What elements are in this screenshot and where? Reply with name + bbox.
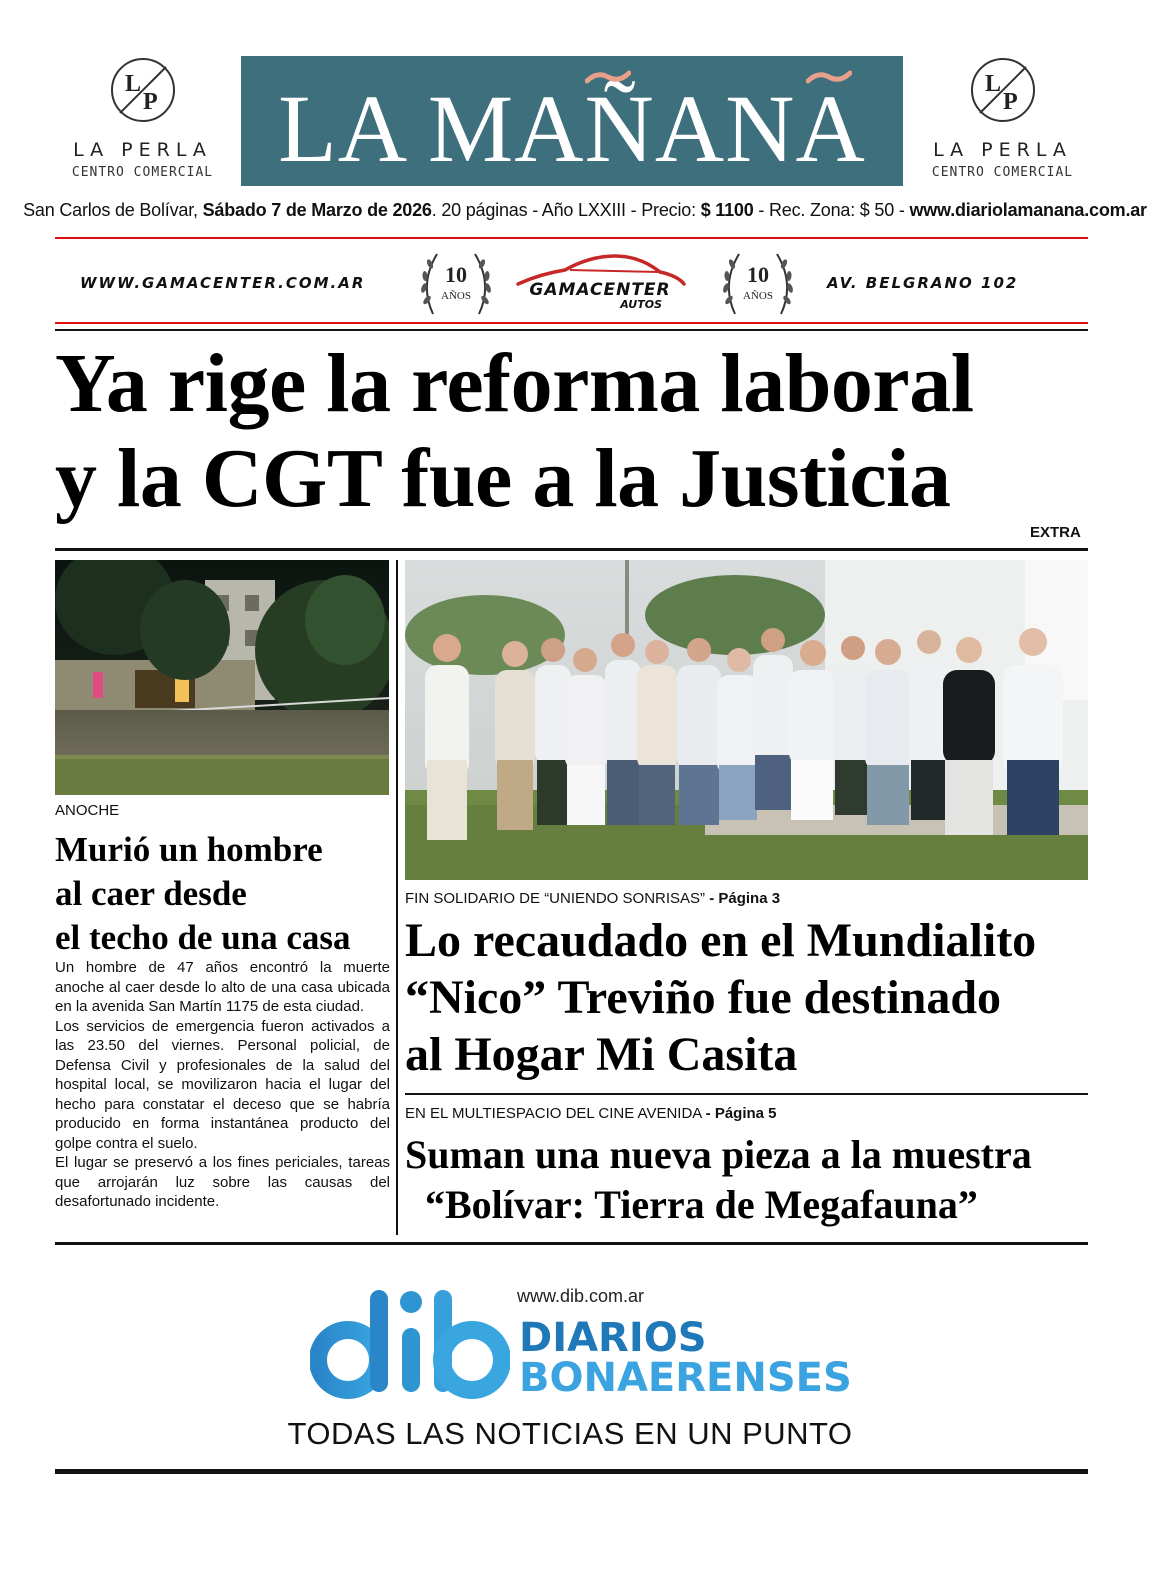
la-perla-subtitle: CENTRO COMERCIAL (71, 165, 214, 180)
dib-logo-icon (310, 1280, 510, 1400)
divider-red (55, 237, 1088, 239)
story-headline-line2: “Bolívar: Tierra de Megafauna” (425, 1182, 978, 1227)
dateline (0, 200, 1170, 221)
la-perla-ad-right[interactable] (915, 55, 1090, 180)
svg-text:10: 10 (445, 262, 467, 287)
laurel-badge-icon (717, 244, 799, 322)
story-headline-line1: Murió un hombre (55, 830, 323, 869)
gamacenter-sub: AUTOS (620, 298, 662, 311)
extra-tag: EXTRA (1030, 524, 1081, 541)
main-headline[interactable] (55, 336, 1088, 526)
column-divider (396, 560, 398, 1235)
dateline-rec: - Rec. Zona: $ 50 - (758, 200, 905, 220)
page-reference[interactable]: - Página 5 (705, 1105, 777, 1122)
dib-ad[interactable] (310, 1280, 870, 1405)
divider (55, 1242, 1088, 1245)
story-headline-line1: Lo recaudado en el Mundialito (405, 914, 1037, 967)
gamacenter-address: AV. BELGRANO 102 (827, 274, 1019, 292)
divider (55, 329, 1088, 331)
story-kicker: EN EL MULTIESPACIO DEL CINE AVENIDA - Página 5 (405, 1105, 777, 1122)
la-perla-logo-icon (108, 55, 178, 125)
gamacenter-ad[interactable] (55, 240, 1088, 324)
story-headline-line3: el techo de una casa (55, 918, 351, 957)
story-headline-line1: Suman una nueva pieza a la muestra (405, 1132, 1032, 1177)
story-headline-line2: “Nico” Treviño fue destinado (405, 971, 1002, 1024)
la-perla-subtitle: CENTRO COMERCIAL (931, 165, 1074, 180)
tilde-ornament-icon (806, 70, 852, 84)
story-kicker: ANOCHE (55, 802, 120, 819)
divider (55, 1469, 1088, 1474)
gamacenter-brand (510, 248, 690, 320)
main-headline-line2: y la CGT fue a la Justicia (55, 432, 951, 525)
divider-red (55, 322, 1088, 324)
la-perla-name: LA PERLA (73, 139, 212, 161)
story-paragraph: Los servicios de emergencia fueron activados a las 23.50 del viernes. Personal policial, de Defensa Civil y profesionales de la salud del hospital local, se movilizaron hacia el lugar del hecho para constatar el deceso que se habría producido en forma instantánea producto del golpe contra el suelo. (55, 1017, 390, 1152)
story-headline-line3: al Hogar Mi Casita (405, 1028, 798, 1081)
dateline-website[interactable]: www.diariolamanana.com.ar (909, 200, 1147, 220)
svg-text:P: P (1002, 89, 1018, 115)
dateline-date: Sábado 7 de Marzo de 2026 (202, 200, 432, 220)
dib-tagline: TODAS LAS NOTICIAS EN UN PUNTO (287, 1416, 853, 1451)
svg-text:AÑOS: AÑOS (743, 290, 773, 302)
svg-text:P: P (142, 89, 158, 115)
la-perla-name: LA PERLA (933, 139, 1072, 161)
gamacenter-name: GAMACENTER (529, 280, 671, 300)
newspaper-title: LA MAÑANA (278, 75, 866, 182)
story-paragraph: El lugar se preservó a los fines periciales, tareas que arrojarán luz sobre las causas del desafortunado incidente. (55, 1154, 390, 1210)
story-body (55, 958, 390, 1212)
masthead (241, 56, 903, 186)
divider (55, 548, 1088, 551)
story-headline[interactable] (405, 1130, 1095, 1230)
gamacenter-website[interactable]: WWW.GAMACENTER.COM.AR (80, 274, 366, 292)
dateline-place: San Carlos de Bolívar, (23, 200, 198, 220)
tilde-ornament-icon (585, 70, 631, 84)
people-group (425, 628, 1063, 840)
la-perla-ad-left[interactable] (55, 55, 230, 180)
svg-text:10: 10 (747, 262, 769, 287)
story-headline[interactable] (405, 912, 1095, 1083)
dateline-details: . 20 páginas - Año LXXIII - Precio: (431, 200, 696, 220)
main-headline-line1: Ya rige la reforma laboral (55, 337, 974, 430)
svg-text:L: L (124, 71, 141, 97)
svg-text:dib: dib (310, 1280, 312, 1281)
story-kicker: FIN SOLIDARIO DE “UNIENDO SONRISAS” - Página 3 (405, 890, 781, 907)
story-headline-line2: al caer desde (55, 874, 247, 913)
dib-name-line1: DIARIOS (519, 1315, 707, 1361)
dib-name-line2: BONAERENSES (519, 1355, 852, 1401)
story-paragraph: Un hombre de 47 años encontró la muerte anoche al caer desde lo alto de una casa ubicada en la avenida San Martín 1175 de esta ciudad. (55, 959, 390, 1015)
page-reference[interactable]: - Página 3 (709, 890, 781, 907)
svg-text:AÑOS: AÑOS (441, 290, 471, 302)
svg-text:L: L (984, 71, 1001, 97)
la-perla-logo-icon (968, 55, 1038, 125)
dib-url[interactable]: www.dib.com.ar (517, 1286, 645, 1306)
story-headline[interactable] (55, 828, 395, 960)
divider (405, 1093, 1088, 1095)
dateline-price: $ 1100 (700, 200, 754, 220)
night-street-photo[interactable] (55, 560, 389, 795)
laurel-badge-icon (415, 244, 497, 322)
group-photo[interactable] (405, 560, 1088, 880)
